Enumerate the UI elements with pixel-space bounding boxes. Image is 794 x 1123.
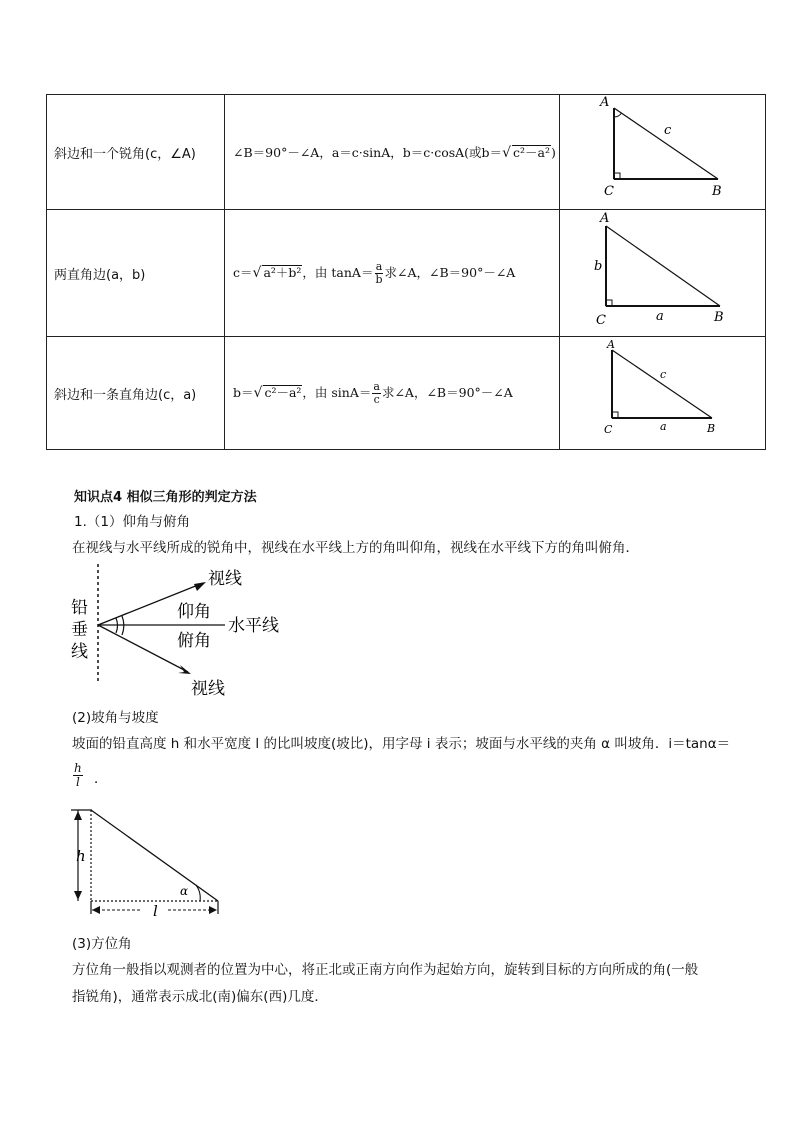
- denominator: l: [75, 774, 80, 789]
- side-ab: [614, 108, 718, 179]
- label-c-vertex: C: [596, 313, 606, 328]
- table-row: [47, 210, 766, 337]
- slope-figure: [68, 804, 228, 924]
- label-b: B: [714, 310, 724, 325]
- formula-text: 求∠A，∠B＝90°－∠A: [384, 264, 516, 280]
- label-sight-top: 视线: [208, 569, 242, 589]
- arrow-left-icon: [92, 906, 100, 914]
- denominator: c: [373, 392, 380, 406]
- figure-cell: [560, 337, 766, 450]
- fraction: [73, 762, 83, 788]
- label-l: l: [153, 902, 158, 920]
- sight-line-down: [98, 625, 188, 672]
- label-b: B: [707, 422, 716, 435]
- formula-text: ，由 tanA＝: [302, 264, 374, 280]
- formula-text: ∠B＝90°－∠A，a＝c·sinA，b＝c·cosA(或b＝: [233, 145, 503, 160]
- label-a: A: [607, 338, 615, 351]
- solution-table: [46, 94, 766, 450]
- condition-text: 斜边和一条直角边(c，a): [54, 387, 197, 403]
- label-elevation: 仰角: [177, 602, 211, 622]
- formula: [233, 259, 516, 286]
- arrow-right-icon: [209, 906, 217, 914]
- section-heading: 知识点4 相似三角形的判定方法: [74, 490, 257, 505]
- label-vertical-2: 垂: [71, 620, 88, 640]
- label-side-a: a: [660, 420, 667, 433]
- formula-cell: [225, 210, 560, 337]
- condition-cell: [47, 210, 225, 337]
- formula-text: b＝: [233, 384, 254, 400]
- sqrt-sign: √: [252, 264, 262, 281]
- numerator: a: [375, 259, 383, 273]
- label-alpha: α: [180, 884, 189, 898]
- fraction: [372, 381, 381, 405]
- arrow-down-icon: [178, 665, 191, 674]
- label-side-c: c: [660, 368, 667, 381]
- condition-text: 两直角边(a，b): [54, 267, 146, 283]
- table-row: [47, 337, 766, 450]
- formula-text: ): [550, 145, 556, 160]
- angle-a-arc: [614, 113, 622, 117]
- triangle-figure-2: [560, 210, 765, 332]
- label-vertical-1: 铅: [71, 598, 88, 618]
- label-side-a: a: [656, 309, 664, 324]
- numerator: a: [373, 379, 380, 393]
- label-a: A: [600, 95, 610, 110]
- denominator: b: [375, 272, 383, 286]
- elevation-depression-figure: [60, 562, 300, 702]
- condition-cell: [47, 337, 225, 450]
- radicand: c²－a²: [512, 145, 550, 160]
- sqrt-sign: √: [253, 384, 263, 401]
- item2-text: 坡面的铅直高度 h 和水平宽度 l 的比叫坡度(坡比)，用字母 i 表示；坡面与水平线的夹角 α 叫坡角．i＝tanα＝: [72, 736, 731, 752]
- label-a: A: [600, 211, 610, 226]
- label-depression: 俯角: [177, 631, 211, 651]
- slope-fraction: [72, 762, 84, 788]
- item3-text-line2: 指锐角)，通常表示成北(南)偏东(西)几度．: [72, 989, 328, 1005]
- label-horizontal: 水平线: [228, 616, 279, 636]
- triangle-figure-3: [560, 337, 765, 445]
- item3-title: (3)方位角: [72, 936, 132, 952]
- formula-cell: [225, 95, 560, 210]
- condition-cell: [47, 95, 225, 210]
- radicand: a²＋b²: [263, 264, 302, 280]
- slope-line: [91, 810, 218, 901]
- formula: [233, 379, 513, 406]
- numerator: h: [74, 761, 82, 775]
- figure-cell: [560, 95, 766, 210]
- fraction: [374, 261, 383, 285]
- label-vertical-3: 线: [71, 642, 88, 662]
- triangle-figure-1: [560, 95, 765, 205]
- item3-text-line1: 方位角一般指以观测者的位置为中心，将正北或正南方向作为起始方向，旋转到目标的方向所成的角(一般: [72, 962, 699, 978]
- formula-text: c＝: [233, 264, 253, 280]
- sqrt-sign: √: [502, 145, 511, 161]
- figure-cell: [560, 210, 766, 337]
- side-ab: [606, 226, 720, 306]
- item2-end: ．: [94, 771, 108, 787]
- arrow-up-icon: [74, 811, 82, 820]
- label-side-b: b: [594, 259, 603, 274]
- item2-title: (2)坡角与坡度: [72, 710, 159, 726]
- label-side-c: c: [664, 123, 672, 138]
- label-h: h: [76, 847, 86, 865]
- formula-text: ，由 sinA＝: [302, 384, 372, 400]
- item1-text: 在视线与水平线所成的锐角中，视线在水平线上方的角叫仰角，视线在水平线下方的角叫俯角．: [72, 540, 639, 556]
- label-sight-bottom: 视线: [191, 679, 225, 699]
- formula: [233, 145, 556, 160]
- label-b: B: [712, 184, 722, 199]
- formula-cell: [225, 337, 560, 450]
- radicand: c²－a²: [264, 384, 302, 400]
- item1-title: 1.（1）仰角与俯角: [74, 514, 190, 530]
- condition-text: 斜边和一个锐角(c，∠A): [54, 146, 196, 162]
- label-c-vertex: C: [604, 423, 613, 436]
- formula-text: 求∠A，∠B＝90°－∠A: [381, 384, 513, 400]
- arrow-up-icon: [194, 582, 206, 591]
- table-row: [47, 95, 766, 210]
- arrow-down-icon: [74, 891, 82, 900]
- side-ab: [612, 350, 712, 418]
- label-c-vertex: C: [604, 184, 614, 199]
